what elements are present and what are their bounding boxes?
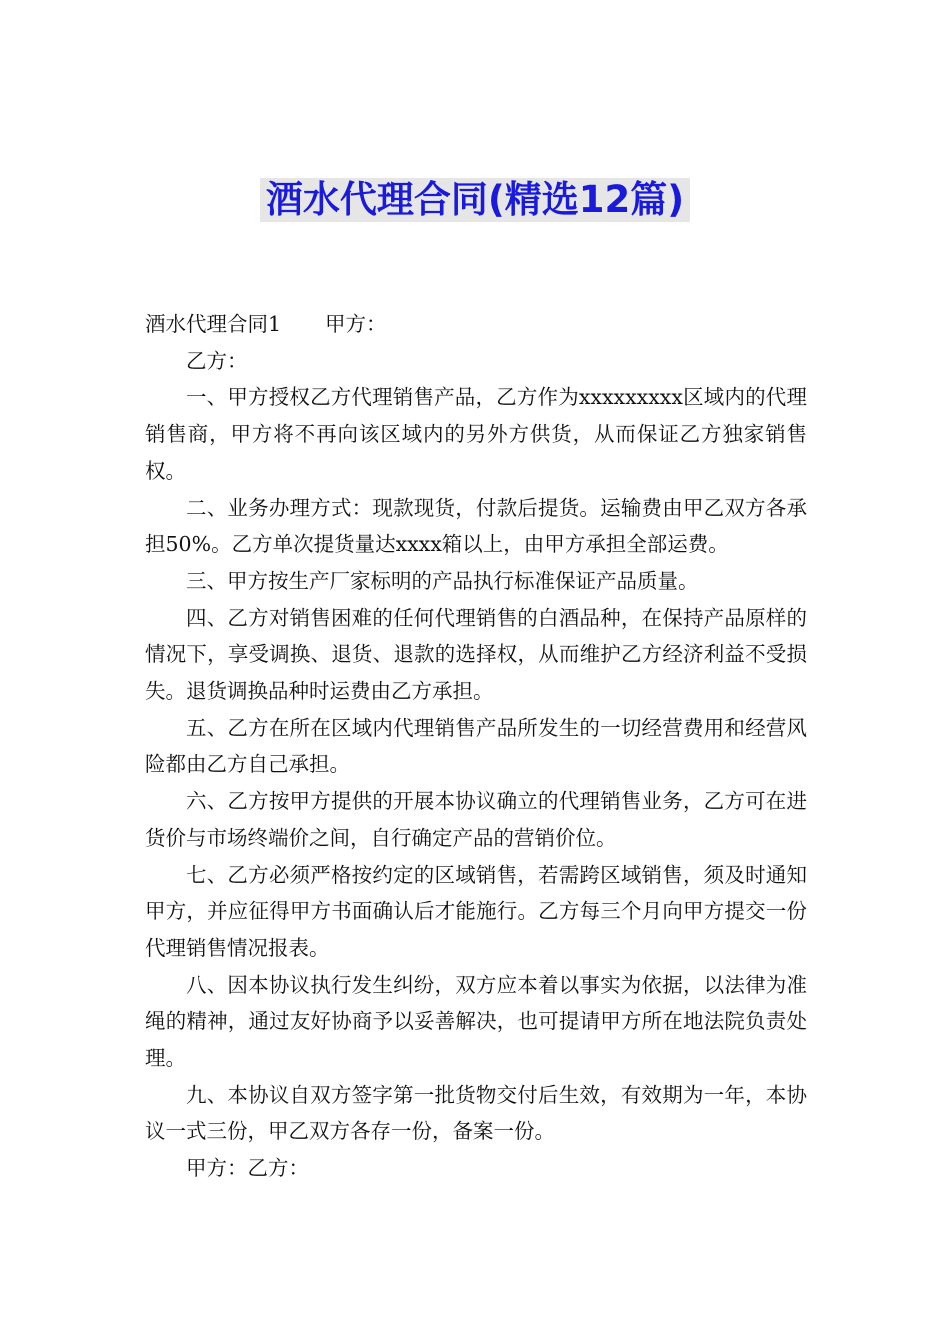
paragraph-party-b: 乙方： xyxy=(186,348,248,373)
document-title: 酒水代理合同(精选12篇) xyxy=(260,178,690,222)
title-container xyxy=(0,178,950,222)
paragraph-clause-6: 六、乙方按甲方提供的开展本协议确立的代理销售业务，乙方可在进货价与市场终端价之间，自行确定产品的营销价位。 xyxy=(145,789,807,850)
paragraph-clause-8: 八、因本协议执行发生纠纷，双方应本着以事实为依据，以法律为准绳的精神，通过友好协商予以妥善解决，也可提请甲方所在地法院负责处理。 xyxy=(145,972,807,1071)
paragraph-clause-1: 一、甲方授权乙方代理销售产品，乙方作为xxxxxxxxx区域内的代理销售商，甲方将不再向该区域内的另外方供货，从而保证乙方独家销售权。 xyxy=(145,385,807,483)
document-body xyxy=(145,306,807,1187)
paragraph-clause-2: 二、业务办理方式：现款现货，付款后提货。运输费由甲乙双方各承担50%。乙方单次提货量达xxxx箱以上，由甲方承担全部运费。 xyxy=(145,495,807,557)
party-a-label: 甲方： xyxy=(325,312,387,336)
paragraph-clause-3: 三、甲方按生产厂家标明的产品执行标准保证产品质量。 xyxy=(186,568,699,593)
contract-heading-line xyxy=(145,306,807,343)
paragraph-clause-9: 九、本协议自双方签字第一批货物交付后生效，有效期为一年，本协议一式三份，甲乙双方各存一份，备案一份。 xyxy=(145,1082,807,1144)
paragraph-clause-4: 四、乙方对销售困难的任何代理销售的白酒品种，在保持产品原样的情况下，享受调换、退货、退款的选择权，从而维护乙方经济利益不受损失。退货调换品种时运费由乙方承担。 xyxy=(145,605,807,704)
paragraph-clause-7: 七、乙方必须严格按约定的区域销售，若需跨区域销售，须及时通知甲方，并应征得甲方书面确认后才能施行。乙方每三个月向甲方提交一份代理销售情况报表。 xyxy=(145,862,807,960)
contract-heading: 酒水代理合同1 xyxy=(145,312,282,336)
paragraph-clause-5: 五、乙方在所在区域内代理销售产品所发生的一切经营费用和经营风险都由乙方自己承担。 xyxy=(145,715,807,777)
paragraph-signatures: 甲方：乙方： xyxy=(186,1156,309,1181)
